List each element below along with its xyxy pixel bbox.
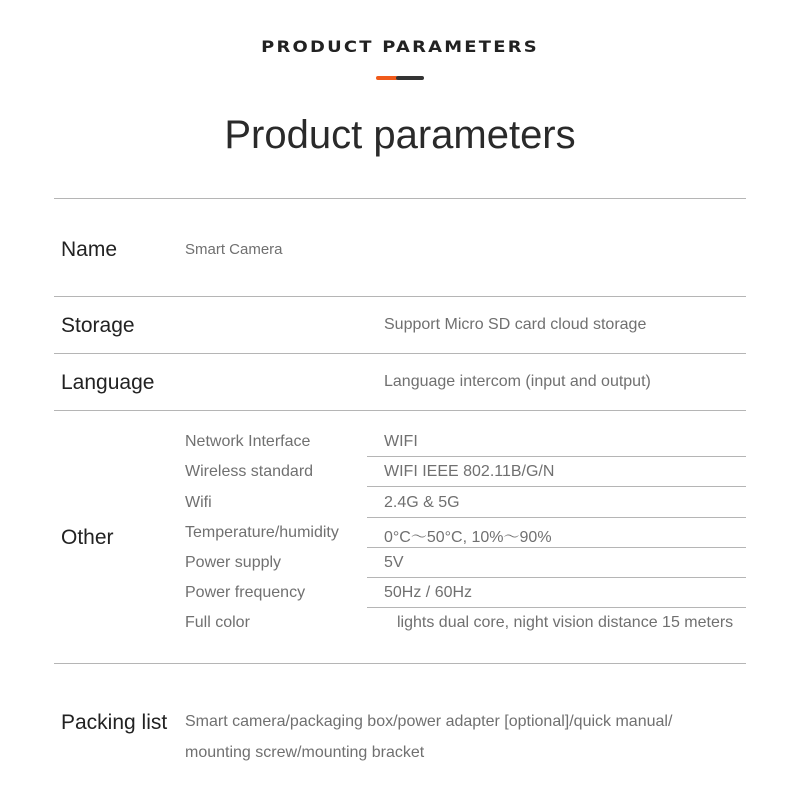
table-top-rule bbox=[54, 198, 746, 199]
spec-divider bbox=[367, 577, 746, 578]
other-label: Other bbox=[61, 526, 114, 549]
name-label: Name bbox=[61, 238, 118, 261]
spec-label: Wireless standard bbox=[185, 463, 314, 480]
spec-value: WIFI bbox=[384, 433, 418, 450]
spec-value: 50Hz / 60Hz bbox=[384, 584, 473, 601]
spec-divider bbox=[367, 607, 746, 608]
spec-label: Wifi bbox=[185, 494, 212, 511]
spec-value: 5V bbox=[384, 554, 404, 571]
spec-divider bbox=[367, 456, 746, 457]
storage-label: Storage bbox=[61, 314, 135, 337]
spec-value: WIFI IEEE 802.11B/G/N bbox=[384, 463, 555, 480]
spec-label: Temperature/humidity bbox=[185, 524, 339, 541]
row-divider bbox=[54, 296, 746, 297]
storage-value: Support Micro SD card cloud storage bbox=[384, 316, 647, 333]
packing-list-line-2: mounting screw/mounting bracket bbox=[185, 744, 425, 761]
spec-label: Power supply bbox=[185, 554, 282, 571]
spec-label: Network Interface bbox=[185, 433, 311, 450]
accent-bar bbox=[376, 76, 424, 80]
spec-value: lights dual core, night vision distance 15 meters bbox=[397, 614, 734, 631]
accent-bar-dark bbox=[396, 76, 424, 80]
banner-title: PRODUCT PARAMETERS bbox=[261, 37, 539, 56]
page-title: Product parameters bbox=[224, 113, 576, 157]
packing-list-line-1: Smart camera/packaging box/power adapter [optional]/quick manual/ bbox=[185, 713, 673, 730]
spec-value: 0°C～50°C, 10%～90% bbox=[384, 529, 552, 546]
spec-label: Full color bbox=[185, 614, 250, 631]
row-divider bbox=[54, 353, 746, 354]
language-label: Language bbox=[61, 371, 155, 394]
language-value: Language intercom (input and output) bbox=[384, 373, 651, 390]
row-divider bbox=[54, 410, 746, 411]
spec-value: 2.4G & 5G bbox=[384, 494, 460, 511]
row-divider bbox=[54, 663, 746, 664]
spec-label: Power frequency bbox=[185, 584, 306, 601]
accent-bar-orange bbox=[376, 76, 398, 80]
spec-divider bbox=[367, 547, 746, 548]
spec-divider bbox=[367, 486, 746, 487]
packing-list-label: Packing list bbox=[61, 711, 168, 734]
spec-divider bbox=[367, 517, 746, 518]
name-value: Smart Camera bbox=[185, 241, 283, 258]
